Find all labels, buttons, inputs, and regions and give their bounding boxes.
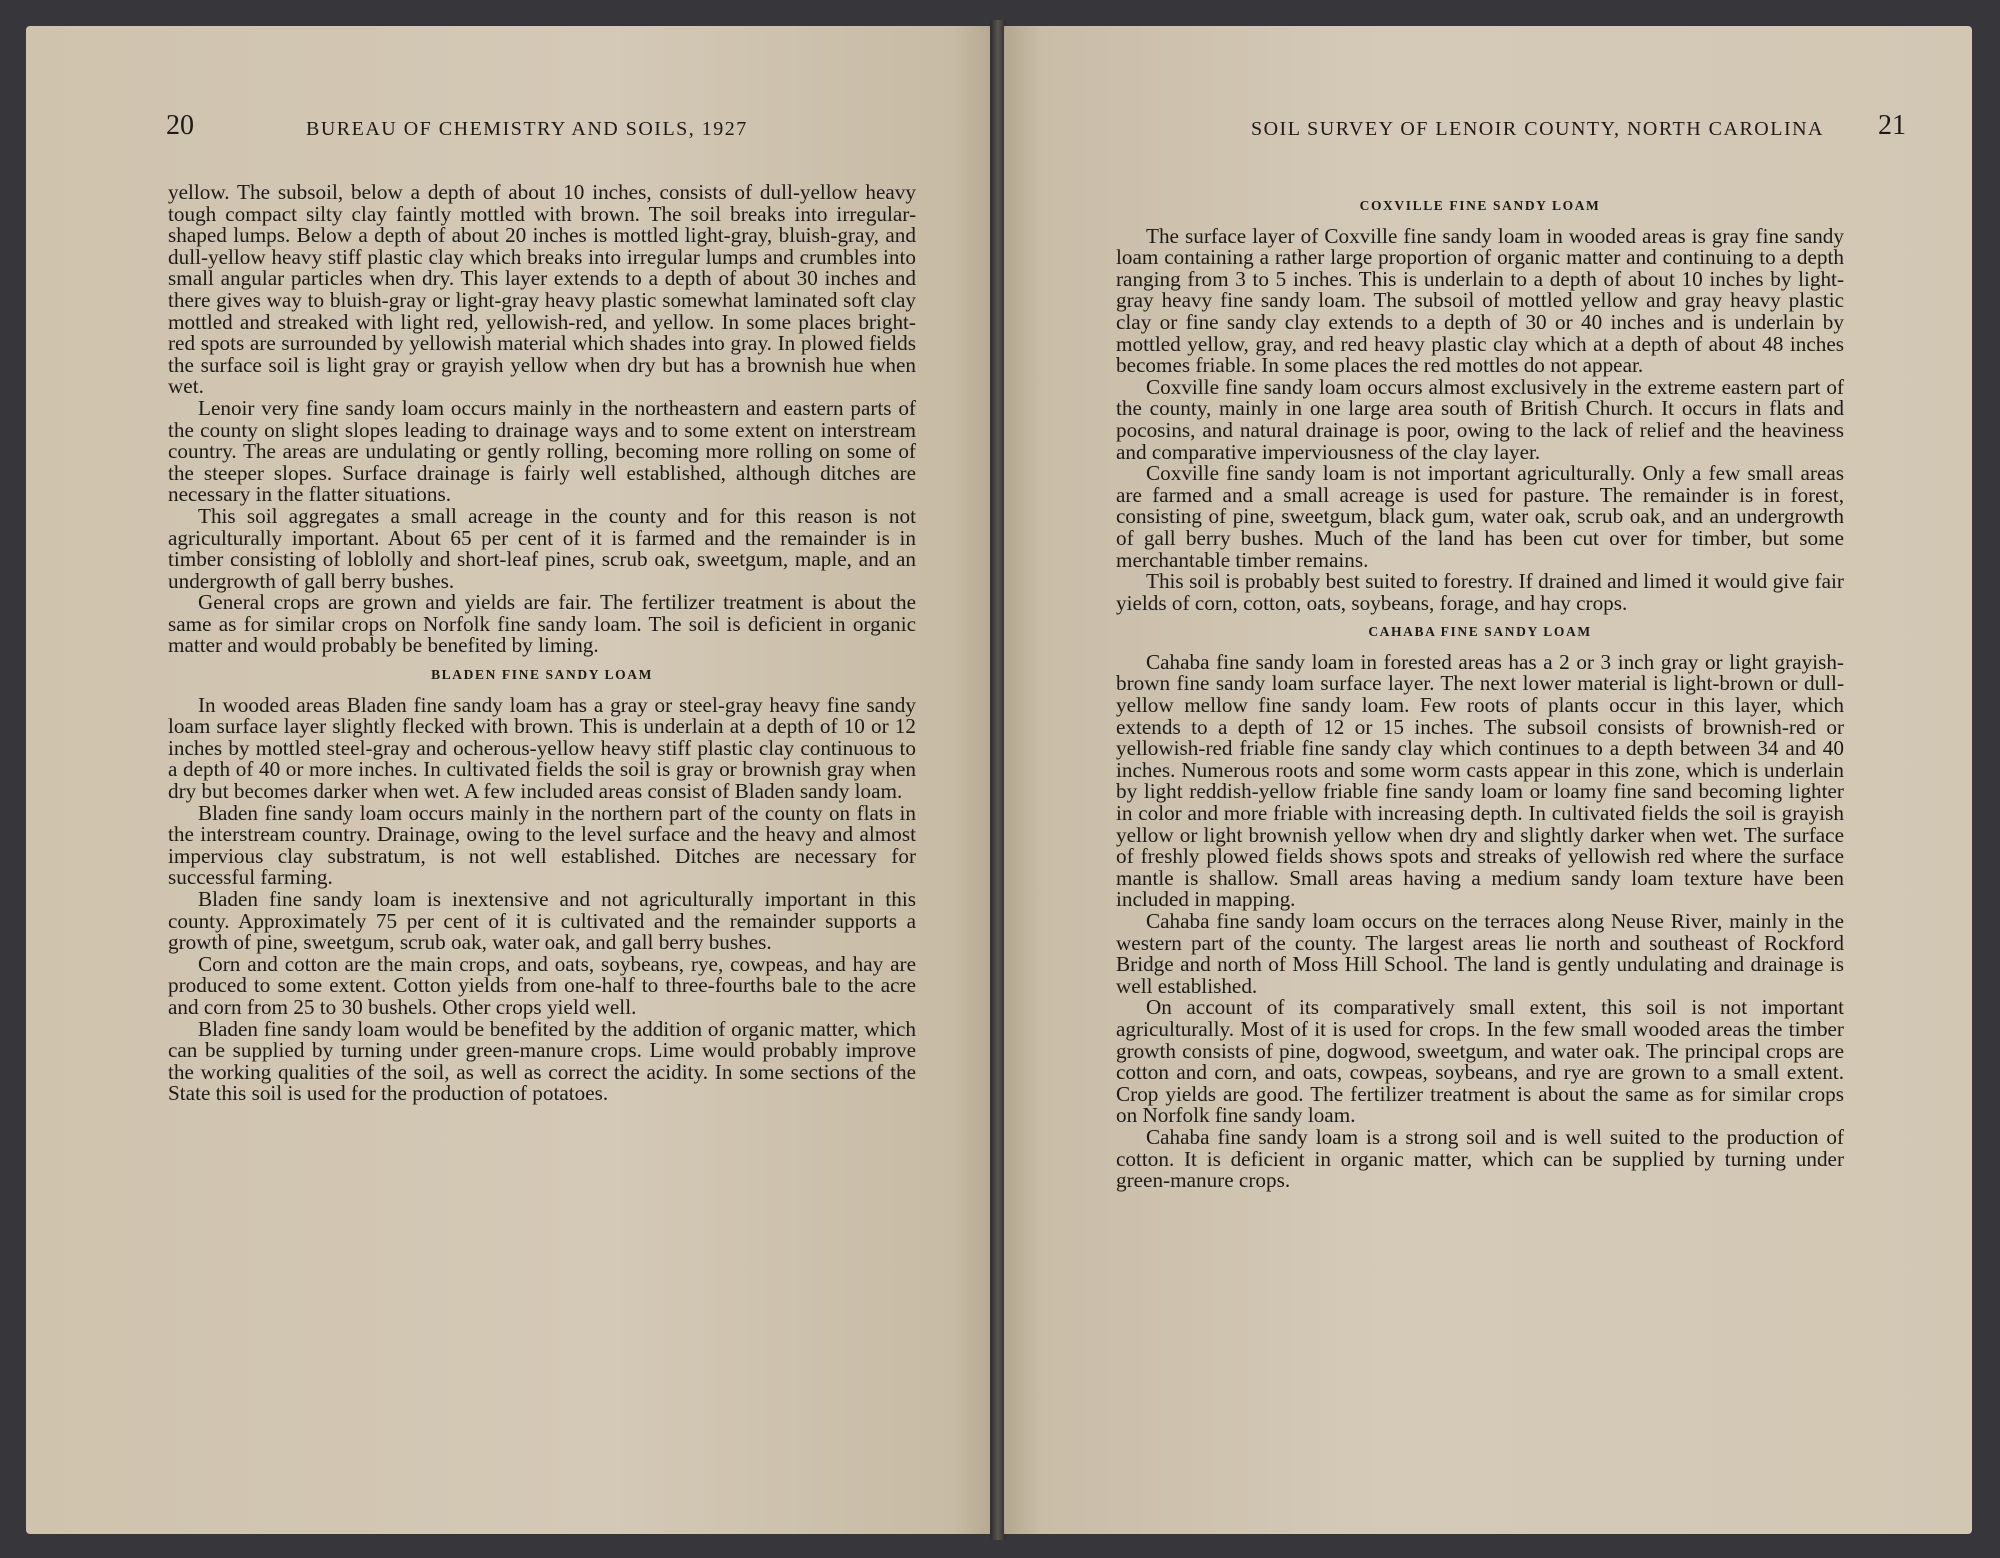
paragraph: This soil is probably best suited to forestry. If drained and limed it would give fair yields of corn, cotton, oats, soybeans, forage, and hay crops.	[1116, 569, 1844, 615]
paragraph: Bladen fine sandy loam would be benefited by the addition of organic matter, which can be supplied by turning under green-manure crops. Lime would probably improve the working qualities of the soil, as well as correct the acidity. In some sections of the State this soil is used for the production of potatoes.	[168, 1016, 916, 1106]
paragraph: Lenoir very fine sandy loam occurs mainly in the northeastern and eastern parts of the county on slight slopes leading to drainage ways and to some extent on interstream country. The areas are undulating or gently rolling, becoming more rolling on some of the steeper slopes. Surface drainage is fairly well established, although ditches are necessary in the flatter situations.	[168, 395, 916, 507]
paragraph: In wooded areas Bladen fine sandy loam has a gray or steel-gray heavy fine sandy loam surface layer slightly flecked with brown. This is underlain at a depth of 10 or 12 inches by mottled steel-gray and ocherous-yellow heavy stiff plastic clay continuous to a depth of 40 or more inches. In cultivated fields the soil is gray or brownish gray when dry but becomes darker when wet. A few included areas consist of Bladen sandy loam.	[168, 692, 916, 804]
paragraph: This soil aggregates a small acreage in the county and for this reason is not agriculturally important. About 65 per cent of it is farmed and the remainder is in timber consisting of loblolly and short-leaf pines, scrub oak, sweetgum, maple, and an undergrowth of gall berry bushes.	[168, 503, 916, 593]
right-page	[1004, 26, 1972, 1534]
left-page-header	[166, 110, 926, 156]
section-heading: BLADEN FINE SANDY LOAM	[431, 667, 653, 683]
paragraph: Bladen fine sandy loam occurs mainly in the northern part of the county on flats in the interstream country. Drainage, owing to the level surface and the heavy and almost impervious clay substratum, is not well established. Ditches are necessary for successful farming.	[168, 800, 916, 890]
paragraph: Cahaba fine sandy loam occurs on the terraces along Neuse River, mainly in the western part of the county. The largest areas lie north and southeast of Rockford Bridge and north of Moss Hill School. The land is gently undulating and drainage is well established.	[1116, 909, 1844, 998]
running-head: BUREAU OF CHEMISTRY AND SOILS, 1927	[306, 118, 748, 140]
paragraph: Cahaba fine sandy loam is a strong soil and is well suited to the production of cotton. It is deficient in organic matter, which can be supplied by turning under green-manure crops.	[1116, 1124, 1844, 1193]
page-number: 21	[1878, 110, 1906, 141]
paragraph: General crops are grown and yields are fair. The fertilizer treatment is about the same as for similar crops on Norfolk fine sandy loam. The soil is deficient in organic matter and would probably be benefited by liming.	[168, 590, 916, 658]
paragraph: Bladen fine sandy loam is inextensive and not agriculturally important in this county. Approximately 75 per cent of it is cultivated and the remainder supports a growth of pine, sweetgum, scrub oak, water oak, and gall berry bushes.	[168, 887, 916, 955]
page-number: 20	[166, 110, 194, 141]
left-page-body	[168, 182, 916, 1105]
left-page	[26, 26, 992, 1534]
section-heading: COXVILLE FINE SANDY LOAM	[1359, 198, 1601, 213]
paragraph: Coxville fine sandy loam is not important agriculturally. Only a few small areas are farmed and a small acreage is used for pasture. The remainder is in forest, consisting of pine, sweetgum, black gum, water oak, scrub oak, and an undergrowth of gall berry bushes. Much of the land has been cut over for timber, but some merchantable timber remains.	[1116, 461, 1844, 572]
paragraph: Coxville fine sandy loam occurs almost exclusively in the extreme eastern part of the county, mainly in one large area south of British Church. It occurs in flats and pocosins, and natural drainage is poor, owing to the lack of relief and the heaviness and comparative imperviousness of the clay layer.	[1116, 374, 1844, 464]
paragraph: On account of its comparatively small extent, this soil is not important agriculturally. Most of it is used for crops. In the few small wooded areas the timber growth consists of pine, dogwood, sweetgum, and water oak. The principal crops are cotton and corn, and oats, cowpeas, soybeans, and rye are grown to a small extent. Crop yields are good. The fertilizer treatment is about the same as for similar crops on Norfolk fine sandy loam.	[1116, 995, 1844, 1128]
right-page-body	[1116, 188, 1844, 1192]
paragraph: The surface layer of Coxville fine sandy loam in wooded areas is gray fine sandy loam containing a rather large proportion of organic matter and continuing to a depth ranging from 3 to 5 inches. This is underlain to a depth of about 10 inches by light-gray heavy fine sandy loam. The subsoil of mottled yellow and gray heavy plastic clay or fine sandy clay extends to a depth of 30 or 40 inches and is underlain by mottled yellow, gray, and red heavy plastic clay which at a depth of about 48 inches becomes friable. In some places the red mottles do not appear.	[1116, 223, 1844, 378]
paragraph: Cahaba fine sandy loam in forested areas has a 2 or 3 inch gray or light grayish-brown fine sandy loam surface layer. The next lower material is light-brown or dull-yellow mellow fine sandy loam. Few roots of plants occur in this layer, which extends to a depth of 12 or 15 inches. The subsoil consists of brownish-red or yellowish-red friable fine sandy clay which continues to a depth between 34 and 40 inches. Numerous roots and some worm casts appear in this zone, which is underlain by light reddish-yellow friable fine sandy loam or loamy fine sand becoming lighter in color and more friable with increasing depth. In cultivated fields the soil is grayish yellow or light brownish yellow when dry and slightly darker when wet. The surface of freshly plowed fields shows spots and streaks of yellowish red where the surface mantle is shallow. Small areas having a medium sandy loam texture have been included in mapping.	[1116, 649, 1844, 912]
running-head: SOIL SURVEY OF LENOIR COUNTY, NORTH CAROLINA	[1250, 118, 1824, 140]
paragraph: yellow. The subsoil, below a depth of about 10 inches, consists of dull-yellow heavy tough compact silty clay faintly mottled with brown. The soil breaks into irregular-shaped lumps. Below a depth of about 20 inches is mottled light-gray, bluish-gray, and dull-yellow heavy stiff plastic clay which breaks into irregular lumps and crumbles into small angular particles when dry. This layer extends to a depth of about 30 inches and there gives way to bluish-gray or light-gray heavy plastic somewhat laminated soft clay mottled and streaked with light red, yellowish-red, and yellow. In some places bright-red spots are surrounded by yellowish material which shades into gray. In plowed fields the surface soil is light gray or grayish yellow when dry but has a brownish hue when wet.	[168, 180, 916, 399]
right-page-header	[1134, 110, 1906, 156]
section-heading: CAHABA FINE SANDY LOAM	[1368, 624, 1592, 640]
paragraph: Corn and cotton are the main crops, and oats, soybeans, rye, cowpeas, and hay are produced to some extent. Cotton yields from one-half to three-fourths bale to the acre and corn from 25 to 30 bushels. Other crops yield well.	[168, 951, 916, 1019]
